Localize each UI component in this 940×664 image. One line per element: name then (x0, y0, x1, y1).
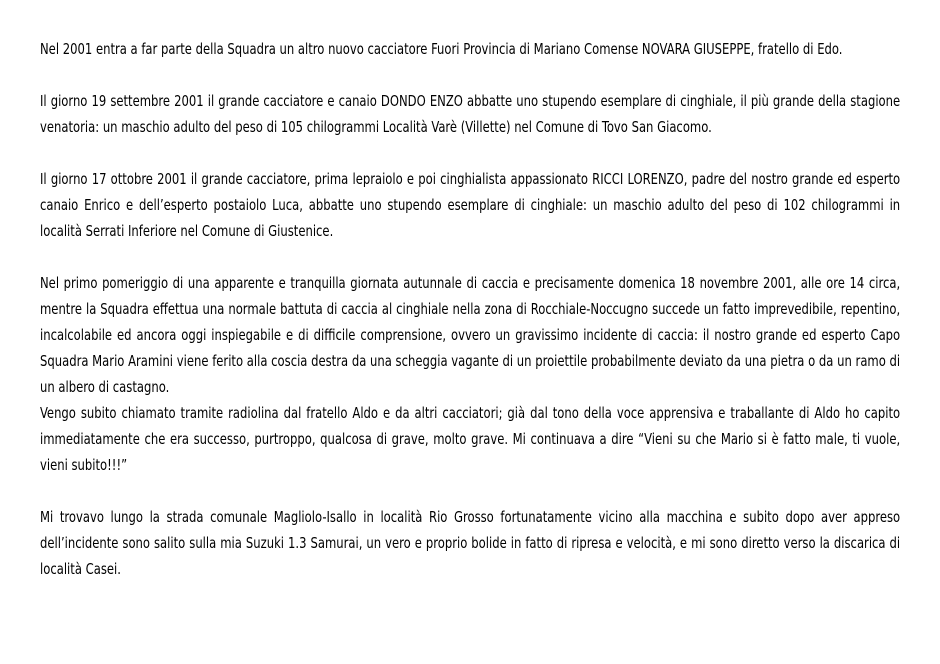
paragraph-rio-grosso: Mi trovavo lungo la strada comunale Magliolo-Isallo in località Rio Grosso fortunatamente vicino alla macchina e subito dopo aver appreso dell’incidente sono salito sulla mia Suzuki 1.3 Samurai, un vero e proprio bolide in fatto di ripresa e velocità, e mi sono diretto verso la discarica di località Casei. (40, 508, 901, 578)
paragraph-incidente: Nel primo pomeriggio di una apparente e tranquilla giornata autunnale di caccia e precisamente domenica 18 novembre 2001, alle ore 14 circa, mentre la Squadra effettua una normale battuta di caccia al cinghiale nella zona di Rocchiale-Noccugno succede un fatto imprevedibile, repentino, incalcolabile ed ancora oggi inspiegabile e di difficile comprensione, ovvero un gravissimo incidente di caccia: il nostro grande ed esperto Capo Squadra Mario Aramini viene ferito alla coscia destra da una scheggia vagante di un proiettile probabilmente deviato da una pietra o da un ramo di un albero di castagno. (40, 274, 901, 396)
paragraph-novara: Nel 2001 entra a far parte della Squadra un altro nuovo cacciatore Fuori Provincia di Mariano Comense NOVARA GIUSEPPE, fratello di Edo. (40, 40, 843, 58)
document-page (40, 36, 900, 608)
paragraph-ricci: Il giorno 17 ottobre 2001 il grande cacciatore, prima lepraiolo e poi cinghialista appassionato RICCI LORENZO, padre del nostro grande ed esperto canaio Enrico e dell’esperto postaiolo Luca, abbatte uno stupendo esemplare di cinghiale: un maschio adulto del peso di 102 chilogrammi in località Serrati Inferiore nel Comune di Giustenice. (40, 170, 901, 240)
paragraph-radiolina: Vengo subito chiamato tramite radiolina dal fratello Aldo e da altri cacciatori; già dal tono della voce apprensiva e traballante di Aldo ho capito immediatamente che era successo, purtroppo, qualcosa di grave, molto grave. Mi continuava a dire “Vieni su che Mario si è fatto male, ti vuole, vieni subito!!!” (40, 404, 901, 474)
paragraph-dondo: Il giorno 19 settembre 2001 il grande cacciatore e canaio DONDO ENZO abbatte uno stupendo esemplare di cinghiale, il più grande della stagione venatoria: un maschio adulto del peso di 105 chilogrammi Località Varè (Villette) nel Comune di Tovo San Giacomo. (40, 92, 901, 136)
